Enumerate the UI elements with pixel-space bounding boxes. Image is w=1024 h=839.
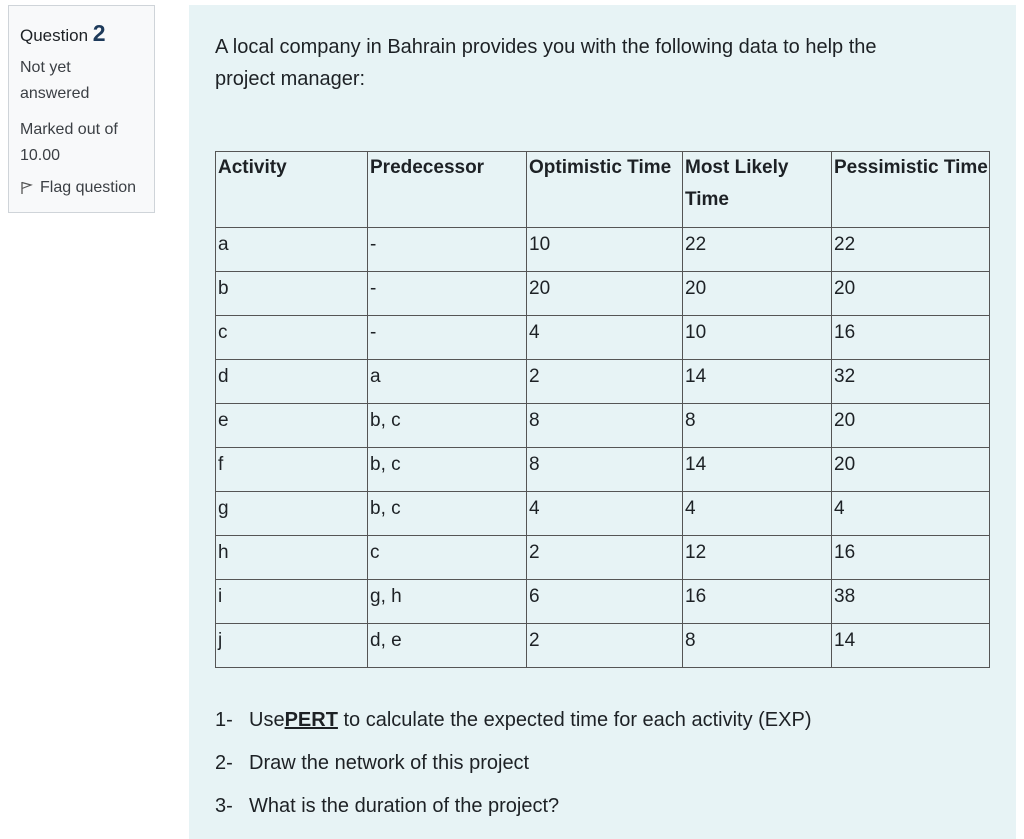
flag-icon (20, 181, 33, 195)
cell-optimistic: 8 (527, 448, 683, 492)
task-text: Draw the network of this project (249, 752, 530, 774)
cell-pessimistic: 16 (832, 316, 990, 360)
table-row (216, 492, 990, 536)
cell-pessimistic: 22 (832, 228, 990, 272)
table-row (216, 580, 990, 624)
pert-keyword: PERT (284, 709, 338, 731)
cell-most-likely: 8 (683, 404, 832, 448)
cell-activity: b (216, 272, 368, 316)
cell-predecessor: - (368, 228, 527, 272)
cell-activity: i (216, 580, 368, 624)
question-number-value: 2 (92, 20, 106, 46)
cell-optimistic: 6 (527, 580, 683, 624)
cell-most-likely: 14 (683, 448, 832, 492)
cell-pessimistic: 14 (832, 624, 990, 668)
question-grade: Marked out of 10.00 (20, 121, 118, 164)
header-activity: Activity (216, 152, 368, 228)
flag-question-label: Flag question (40, 179, 137, 196)
cell-activity: c (216, 316, 368, 360)
cell-most-likely: 22 (683, 228, 832, 272)
header-pessimistic-time: Pessimistic Time (832, 152, 990, 228)
cell-most-likely: 4 (683, 492, 832, 536)
cell-most-likely: 12 (683, 536, 832, 580)
cell-activity: g (216, 492, 368, 536)
flag-question-link[interactable] (20, 179, 136, 197)
cell-predecessor: b, c (368, 492, 527, 536)
table-header-row (216, 152, 990, 228)
table-row (216, 316, 990, 360)
table-row (216, 404, 990, 448)
table-row (216, 360, 990, 404)
task-number: 2- (215, 752, 233, 774)
cell-most-likely: 10 (683, 316, 832, 360)
cell-optimistic: 2 (527, 536, 683, 580)
cell-predecessor: b, c (368, 448, 527, 492)
cell-pessimistic: 20 (832, 272, 990, 316)
cell-predecessor: g, h (368, 580, 527, 624)
cell-predecessor: d, e (368, 624, 527, 668)
table-row (216, 448, 990, 492)
cell-predecessor: c (368, 536, 527, 580)
cell-predecessor: - (368, 316, 527, 360)
task-text-pre: Use (249, 709, 285, 731)
cell-pessimistic: 20 (832, 448, 990, 492)
header-predecessor: Predecessor (368, 152, 527, 228)
question-state: Not yet answered (20, 59, 90, 102)
header-most-likely-time: Most Likely Time (683, 152, 832, 228)
cell-activity: e (216, 404, 368, 448)
cell-most-likely: 8 (683, 624, 832, 668)
question-number (20, 20, 106, 47)
cell-predecessor: - (368, 272, 527, 316)
cell-pessimistic: 4 (832, 492, 990, 536)
cell-activity: j (216, 624, 368, 668)
cell-pessimistic: 38 (832, 580, 990, 624)
question-label: Question (20, 26, 89, 45)
cell-predecessor: b, c (368, 404, 527, 448)
cell-optimistic: 2 (527, 624, 683, 668)
cell-activity: d (216, 360, 368, 404)
task-text-post: to calculate the expected time for each activity (EXP) (337, 709, 812, 731)
table-row (216, 272, 990, 316)
cell-most-likely: 14 (683, 360, 832, 404)
task-text (249, 709, 811, 732)
table-row (216, 624, 990, 668)
task-number: 1- (215, 709, 233, 731)
cell-activity: f (216, 448, 368, 492)
activity-table (215, 151, 990, 668)
question-intro: A local company in Bahrain provides you with the following data to help the project manager: (215, 36, 877, 90)
cell-optimistic: 8 (527, 404, 683, 448)
cell-pessimistic: 32 (832, 360, 990, 404)
cell-optimistic: 20 (527, 272, 683, 316)
cell-optimistic: 4 (527, 492, 683, 536)
cell-optimistic: 10 (527, 228, 683, 272)
cell-pessimistic: 20 (832, 404, 990, 448)
cell-pessimistic: 16 (832, 536, 990, 580)
cell-activity: h (216, 536, 368, 580)
cell-predecessor: a (368, 360, 527, 404)
cell-most-likely: 16 (683, 580, 832, 624)
table-row (216, 536, 990, 580)
header-optimistic-time: Optimistic Time (527, 152, 683, 228)
task-text: What is the duration of the project? (249, 795, 560, 817)
cell-activity: a (216, 228, 368, 272)
question-info-panel (8, 5, 155, 213)
cell-optimistic: 4 (527, 316, 683, 360)
table-row (216, 228, 990, 272)
question-content (189, 5, 1016, 839)
cell-optimistic: 2 (527, 360, 683, 404)
task-number: 3- (215, 795, 233, 817)
cell-most-likely: 20 (683, 272, 832, 316)
